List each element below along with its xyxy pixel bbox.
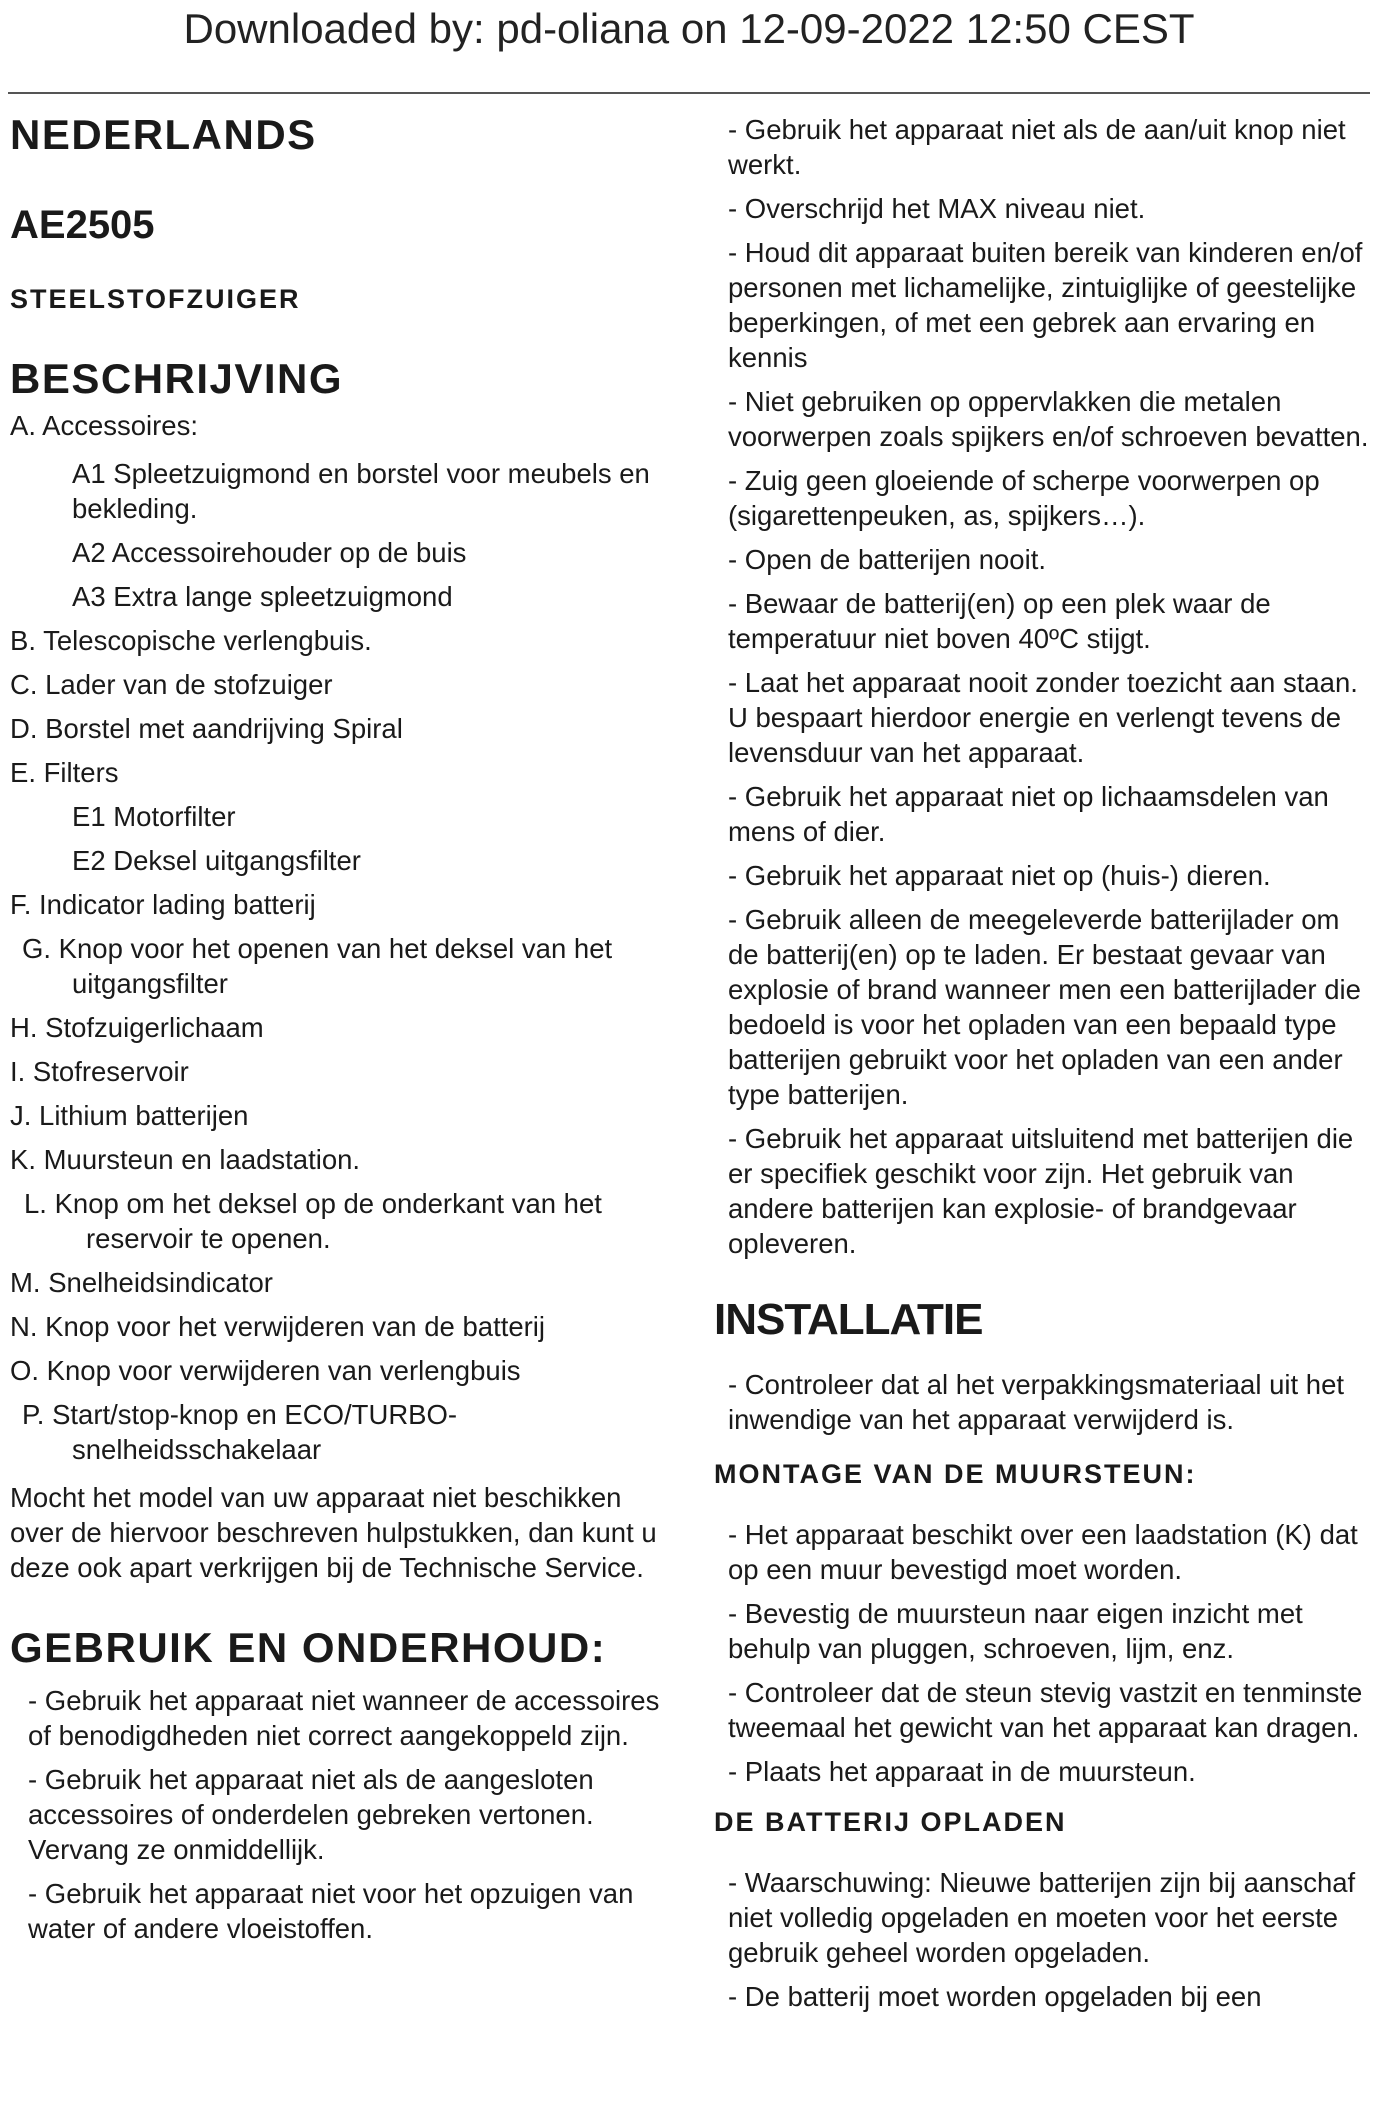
part-o: O. Knop voor verwijderen van verlengbuis — [10, 1355, 521, 1386]
part-b: B. Telescopische verlengbuis. — [10, 625, 372, 656]
language-heading: NEDERLANDS — [10, 111, 317, 158]
part-n: N. Knop voor het verwijderen van de batterij — [10, 1311, 546, 1342]
model-heading: AE2505 — [10, 203, 155, 247]
use-heading: GEBRUIK EN ONDERHOUD: — [10, 1624, 607, 1671]
use-item: - Gebruik het apparaat niet wanneer de accessoires of benodigdheden niet correct aangekoppeld zijn. — [28, 1685, 660, 1751]
part-a1: A1 Spleetzuigmond en borstel voor meubels en bekleding. — [72, 458, 650, 524]
right-column — [714, 112, 1374, 2014]
mount-item: - Het apparaat beschikt over een laadstation (K) dat op een muur bevestigd moet worden. — [728, 1519, 1358, 1585]
header-divider — [8, 92, 1370, 94]
part-c: C. Lader van de stofzuiger — [10, 669, 333, 700]
part-h: H. Stofzuigerlichaam — [10, 1012, 264, 1043]
use-item: - Houd dit apparaat buiten bereik van kinderen en/of personen met lichamelijke, zintuiglijke of geestelijke beperkingen, of met een gebrek aan ervaring en kennis — [728, 237, 1363, 373]
mount-heading: MONTAGE VAN DE MUURSTEUN: — [714, 1459, 1197, 1489]
part-m: M. Snelheidsindicator — [10, 1267, 273, 1298]
install-item: - Controleer dat al het verpakkingsmateriaal uit het inwendige van het apparaat verwijderd is. — [728, 1369, 1345, 1435]
description-heading: BESCHRIJVING — [10, 355, 344, 402]
use-item: - Open de batterijen nooit. — [728, 544, 1046, 575]
mount-list — [714, 1517, 1374, 1789]
part-f: F. Indicator lading batterij — [10, 889, 316, 920]
use-item: - Gebruik het apparaat niet op lichaamsdelen van mens of dier. — [728, 781, 1329, 847]
download-stamp: Downloaded by: pd-oliana on 12-09-2022 12:50 CEST — [183, 5, 1195, 52]
left-column — [10, 110, 690, 1946]
mount-item: - Bevestig de muursteun naar eigen inzicht met behulp van pluggen, schroeven, lijm, enz. — [728, 1598, 1303, 1664]
part-g: G. Knop voor het openen van het deksel van het uitgangsfilter — [22, 933, 613, 999]
part-e1: E1 Motorfilter — [72, 801, 236, 832]
part-l: L. Knop om het deksel op de onderkant van het reservoir te openen. — [24, 1188, 602, 1254]
use-item: - Bewaar de batterij(en) op een plek waar de temperatuur niet boven 40ºC stijgt. — [728, 588, 1271, 654]
part-p: P. Start/stop-knop en ECO/TURBO-snelheidsschakelaar — [22, 1399, 458, 1465]
charge-item: - Waarschuwing: Nieuwe batterijen zijn bij aanschaf niet volledig opgeladen en moeten voor het eerste gebruik geheel worden opgeladen. — [728, 1867, 1356, 1968]
use-item: - Gebruik alleen de meegeleverde batterijlader om de batterij(en) op te laden. Er bestaat gevaar van explosie of brand wanneer men een batterijlader die bedoeld is voor het opladen van een bepaald type batterijen gebruikt voor het opladen van een ander type batterijen. — [728, 904, 1361, 1110]
parts-list — [10, 408, 690, 1467]
mount-item: - Controleer dat de steun stevig vastzit en tenminste tweemaal het gewicht van het apparaat kan dragen. — [728, 1677, 1363, 1743]
part-e: E. Filters — [10, 757, 119, 788]
use-list-right — [714, 112, 1374, 1261]
part-k: K. Muursteun en laadstation. — [10, 1144, 361, 1175]
charge-list — [714, 1865, 1374, 2014]
mount-item: - Plaats het apparaat in de muursteun. — [728, 1756, 1196, 1787]
part-j: J. Lithium batterijen — [10, 1100, 249, 1131]
part-a2: A2 Accessoirehouder op de buis — [72, 537, 467, 568]
charge-item: - De batterij moet worden opgeladen bij een — [728, 1981, 1262, 2012]
install-heading: INSTALLATIE — [714, 1295, 983, 1344]
use-item: - Gebruik het apparaat niet voor het opzuigen van water of andere vloeistoffen. — [28, 1878, 634, 1944]
use-item: - Zuig geen gloeiende of scherpe voorwerpen op (sigarettenpeuken, as, spijkers…). — [728, 465, 1320, 531]
use-item: - Gebruik het apparaat niet op (huis-) dieren. — [728, 860, 1271, 891]
use-item: - Overschrijd het MAX niveau niet. — [728, 193, 1146, 224]
use-item: - Gebruik het apparaat niet als de aangesloten accessoires of onderdelen gebreken vertonen. Vervang ze onmiddellijk. — [28, 1764, 594, 1865]
part-i: I. Stofreservoir — [10, 1056, 189, 1087]
product-heading: STEELSTOFZUIGER — [10, 284, 301, 314]
part-e2: E2 Deksel uitgangsfilter — [72, 845, 361, 876]
use-item: - Gebruik het apparaat uitsluitend met batterijen die er specifiek geschikt voor zijn. Het gebruik van andere batterijen kan explosie- of brandgevaar opleveren. — [728, 1123, 1354, 1259]
part-a: A. Accessoires: — [10, 410, 198, 441]
accessory-note: Mocht het model van uw apparaat niet beschikken over de hiervoor beschreven hulpstukken, dan kunt u deze ook apart verkrijgen bij de Technische Service. — [10, 1482, 657, 1583]
use-item: - Niet gebruiken op oppervlakken die metalen voorwerpen zoals spijkers en/of schroeven bevatten. — [728, 386, 1369, 452]
install-list — [714, 1367, 1374, 1437]
part-d: D. Borstel met aandrijving Spiral — [10, 713, 403, 744]
use-item: - Laat het apparaat nooit zonder toezicht aan staan. U bespaart hierdoor energie en verlengt tevens de levensduur van het apparaat. — [728, 667, 1358, 768]
use-item: - Gebruik het apparaat niet als de aan/uit knop niet werkt. — [728, 114, 1346, 180]
part-a3: A3 Extra lange spleetzuigmond — [72, 581, 453, 612]
use-list-left — [10, 1683, 690, 1946]
charge-heading: DE BATTERIJ OPLADEN — [714, 1807, 1067, 1837]
